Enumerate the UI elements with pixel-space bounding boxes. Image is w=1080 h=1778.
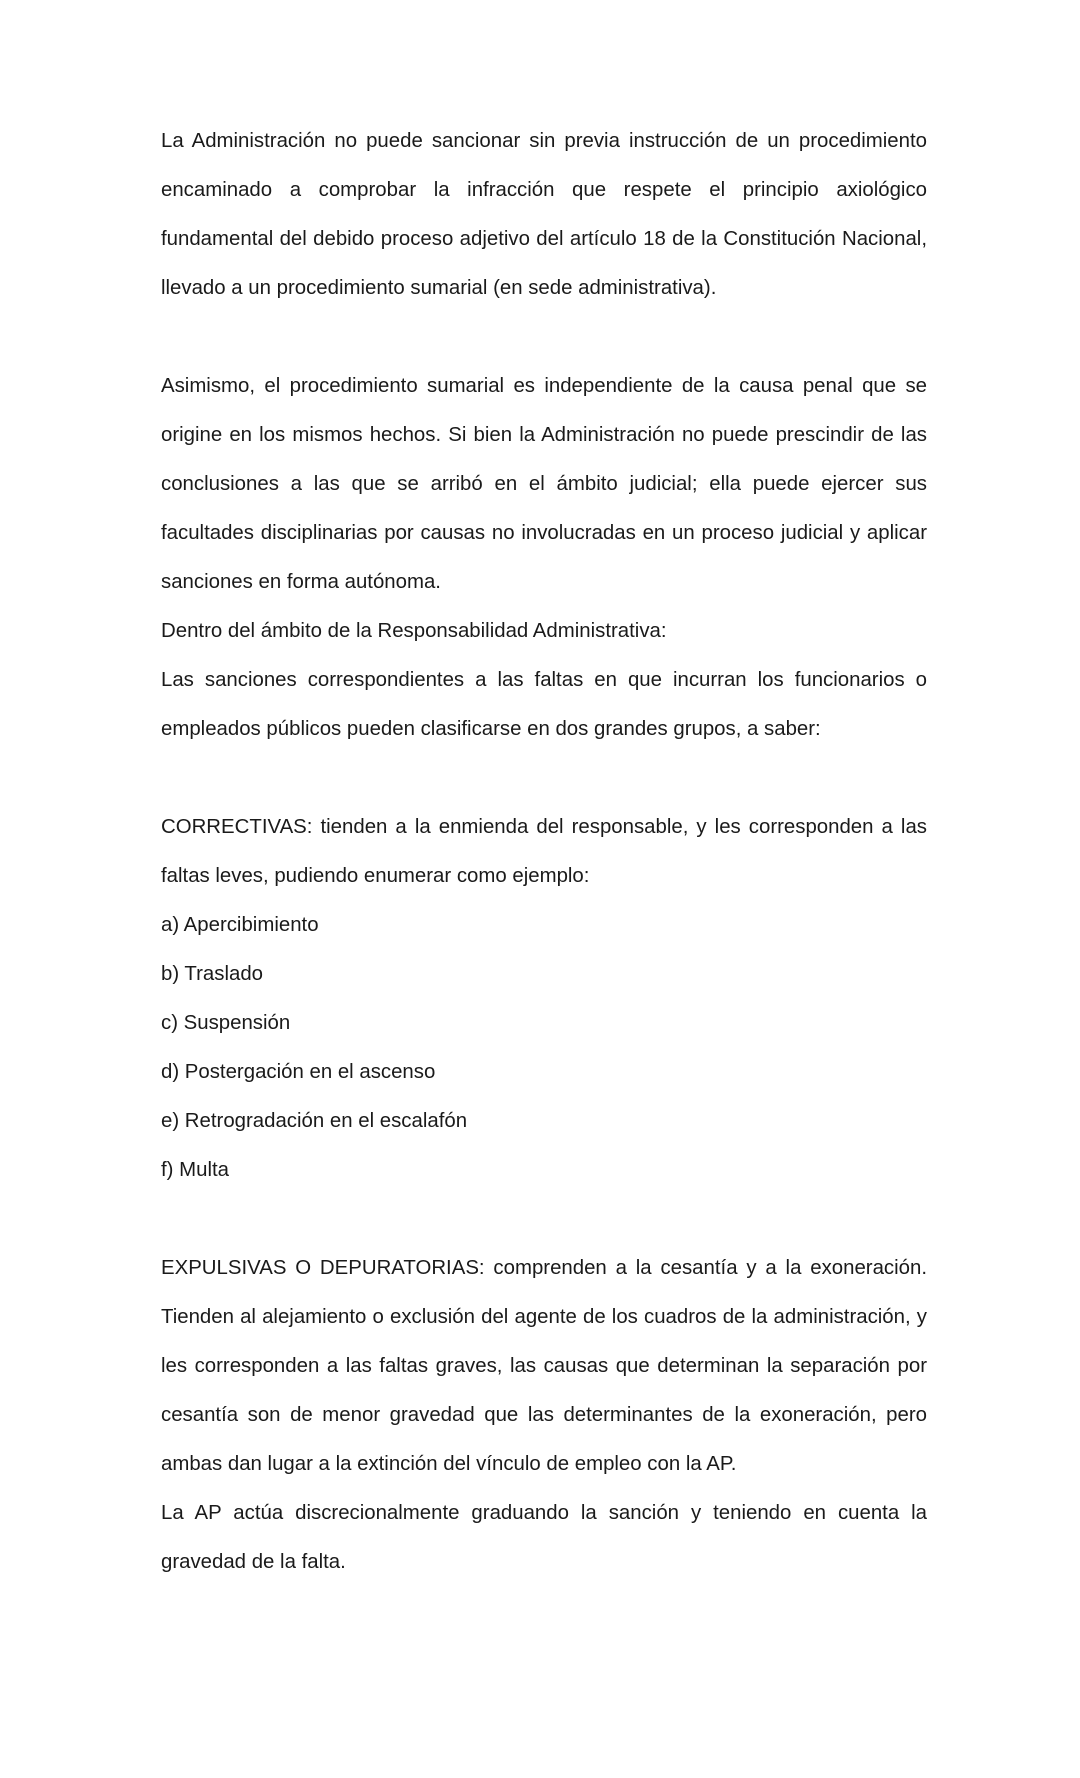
list-item: c) Suspensión [161,1012,291,1034]
paragraph-procedimiento-sumarial: La Administración no puede sancionar sin previa instrucción de un procedimiento encaminado a comprobar la infracción que respete el principio axiológico fundamental del debido proceso adjetivo del artículo 18 de la Constitución Nacional, llevado a un procedimiento sumarial (en sede administrativa). [161,130,927,299]
paragraph-clasificacion-sanciones: Las sanciones correspondientes a las faltas en que incurran los funcionarios o empleados públicos pueden clasificarse en dos grandes grupos, a saber: [161,669,927,740]
paragraph-independencia-causa-penal: Asimismo, el procedimiento sumarial es independiente de la causa penal que se origine en los mismos hechos. Si bien la Administración no puede prescindir de las conclusiones a las que se arribó en el ámbito judicial; ella puede ejercer sus facultades disciplinarias por causas no involucradas en un proceso judicial y aplicar sanciones en forma autónoma. [161,375,927,593]
list-item: f) Multa [161,1159,229,1181]
paragraph-correctivas: CORRECTIVAS: tienden a la enmienda del responsable, y les corresponden a las faltas leves, pudiendo enumerar como ejemplo: [161,816,927,887]
list-item: b) Traslado [161,963,264,985]
paragraph-expulsivas: EXPULSIVAS O DEPURATORIAS: comprenden a la cesantía y a la exoneración. Tienden al alejamiento o exclusión del agente de los cuadros de la administración, y les corresponden a las faltas graves, las causas que determinan la separación por cesantía son de menor gravedad que las determinantes de la exoneración, pero ambas dan lugar a la extinción del vínculo de empleo con la AP. [161,1257,927,1475]
paragraph-responsabilidad-administrativa: Dentro del ámbito de la Responsabilidad Administrativa: [161,620,667,642]
list-item: a) Apercibimiento [161,914,319,936]
list-item: d) Postergación en el ascenso [161,1061,436,1083]
correctivas-list [161,901,927,1195]
document-body [161,117,927,1587]
list-item: e) Retrogradación en el escalafón [161,1110,468,1132]
paragraph-graduacion-sancion: La AP actúa discrecionalmente graduando la sanción y teniendo en cuenta la gravedad de la falta. [161,1502,927,1573]
